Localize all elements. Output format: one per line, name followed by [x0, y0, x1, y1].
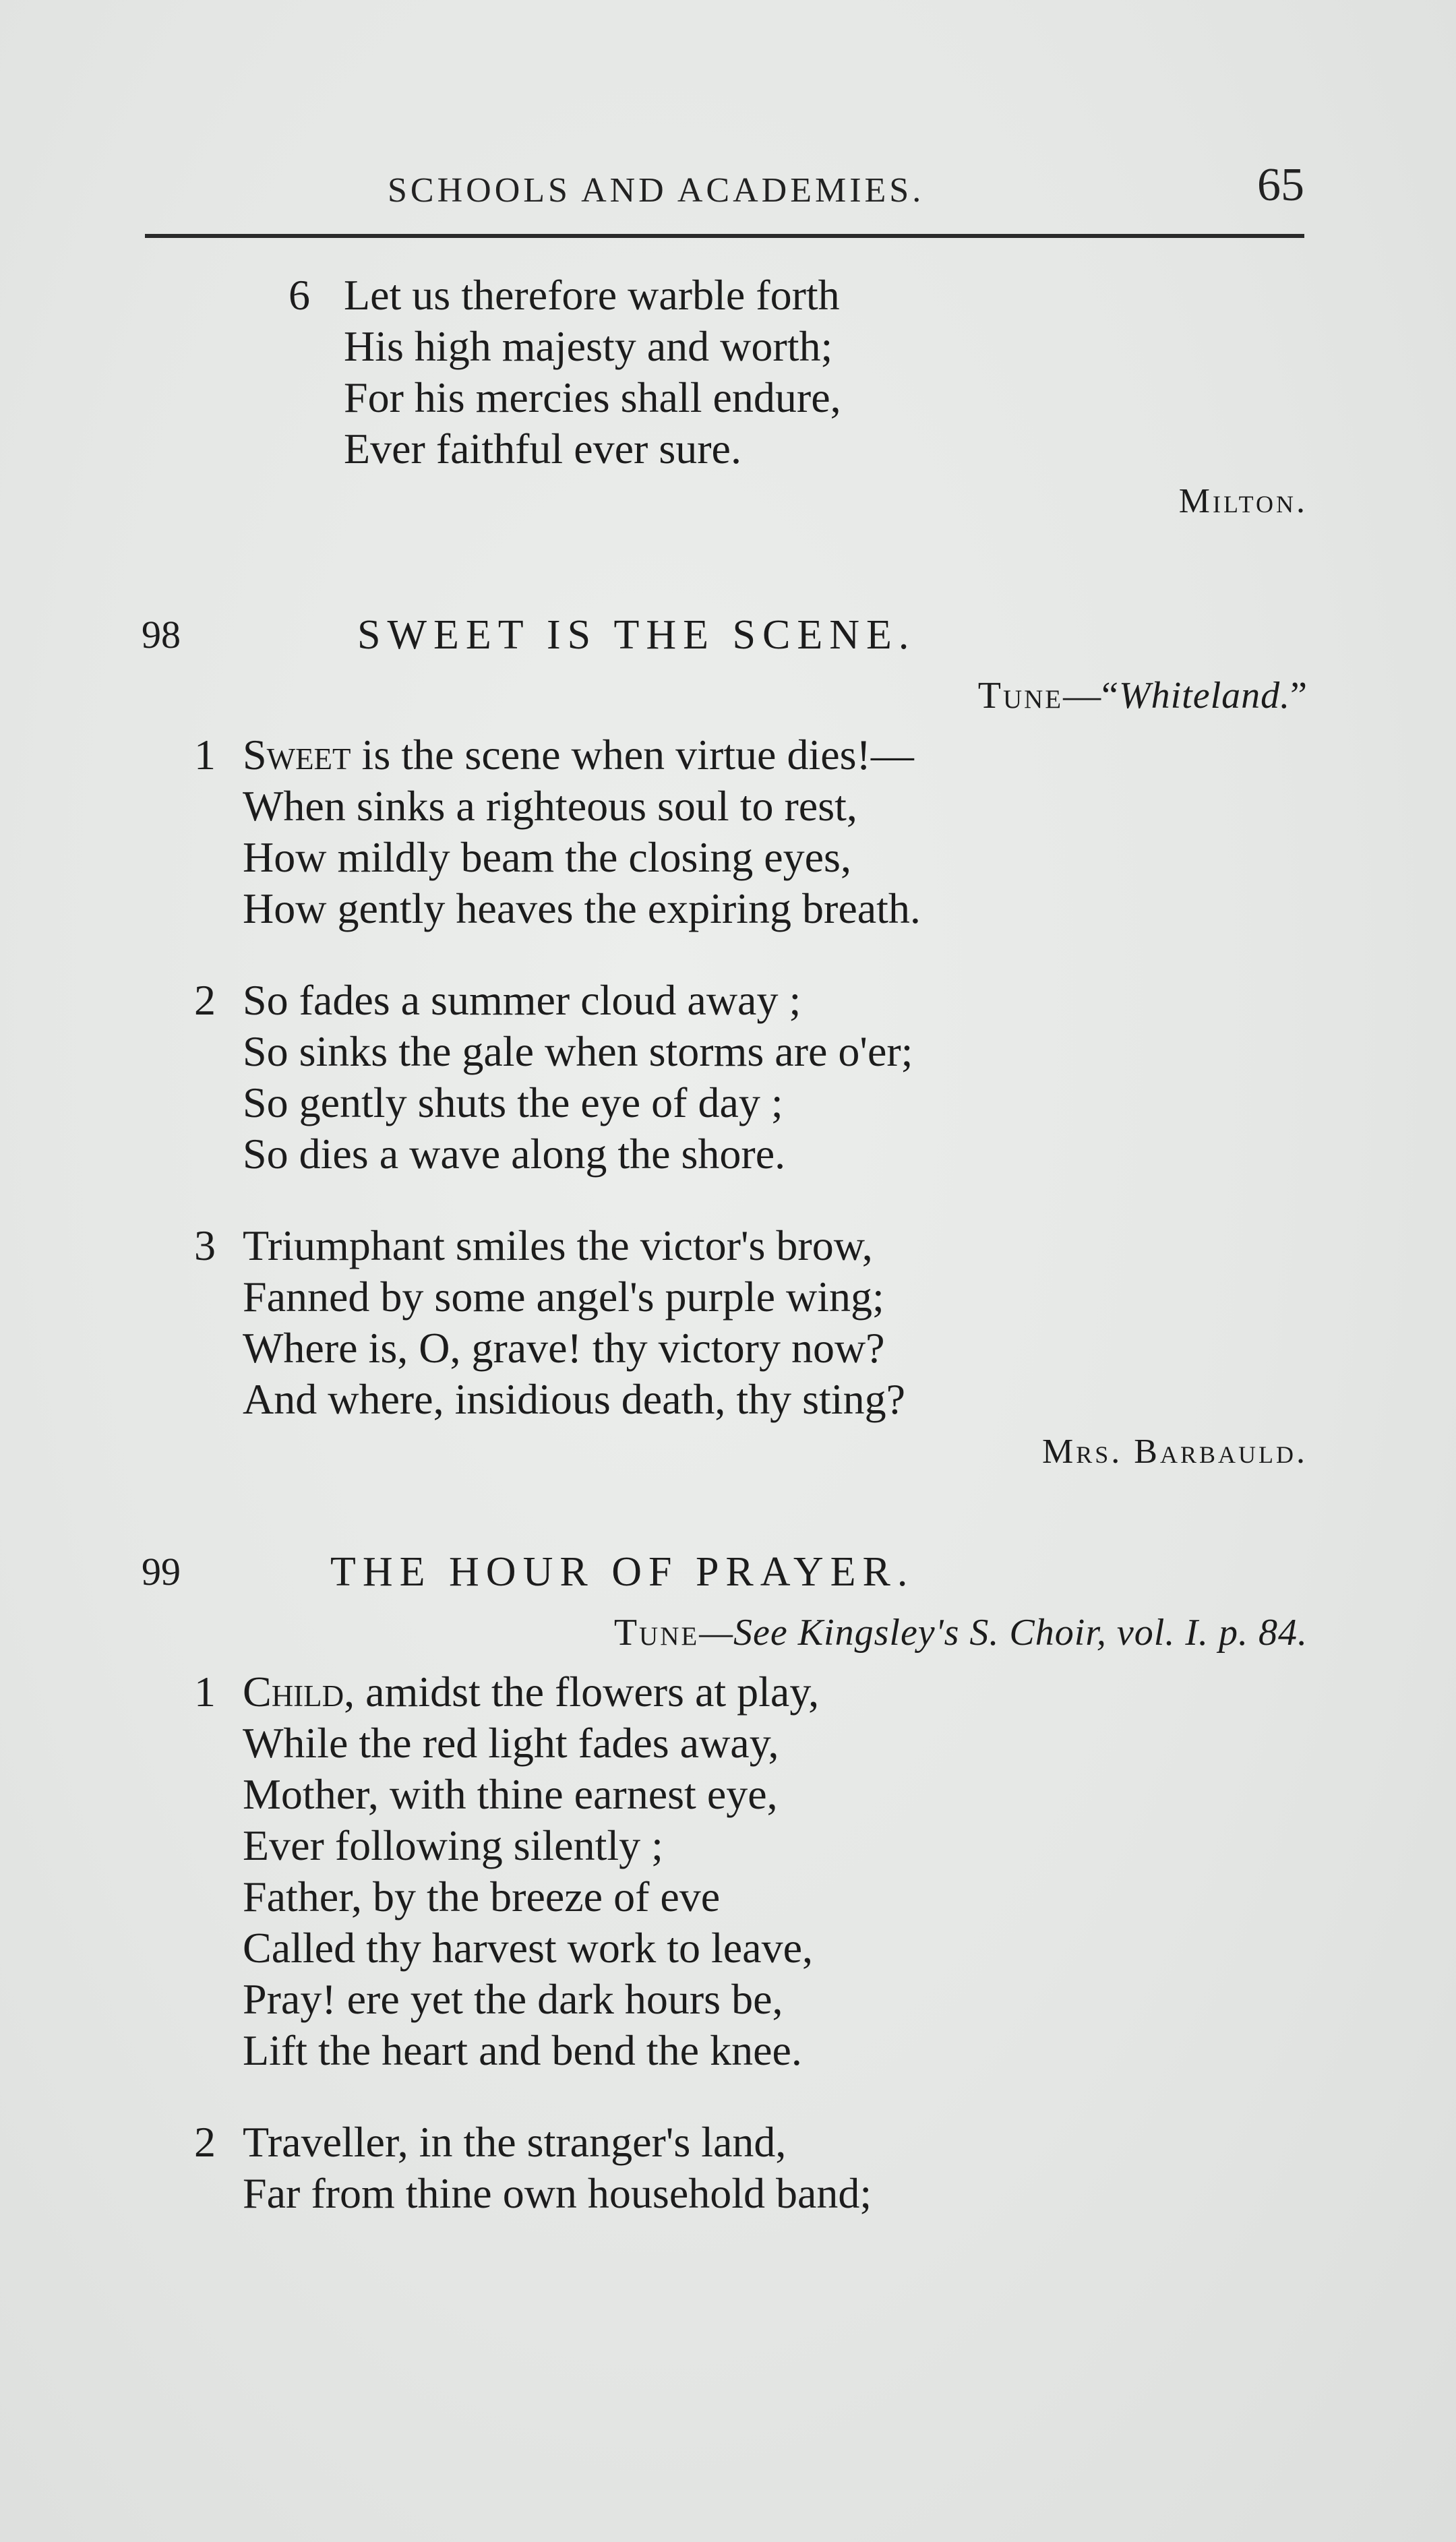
stanza [142, 1666, 1308, 2076]
hymn-heading [142, 1538, 1308, 1606]
page-number: 65 [1257, 159, 1304, 211]
verse-line: How mildly beam the closing eyes, [243, 833, 851, 881]
verse-line: Child, amidst the flowers at play, [243, 1668, 820, 1716]
verse-line: So dies a wave along the shore. [243, 1130, 786, 1178]
tune-name: Whiteland. [1118, 675, 1291, 717]
verse-line: So gently shuts the eye of day ; [243, 1079, 783, 1126]
verse-line: Fanned by some angel's purple wing; [243, 1273, 884, 1321]
stanza-number: 3 [194, 1221, 216, 1269]
verse-line: Lift the heart and bend the knee. [243, 2026, 802, 2074]
verse-line: Let us therefore warble forth [344, 271, 840, 319]
verse-line: For his mercies shall endure, [344, 373, 841, 421]
verse-line: Triumphant smiles the victor's brow, [243, 1221, 873, 1269]
hymn-number: 98 [142, 613, 181, 657]
verse-line: While the red light fades away, [243, 1719, 779, 1767]
verse-line: So fades a summer cloud away ; [243, 976, 801, 1024]
page-body [142, 270, 1308, 2219]
tune-line: Tune—“Whiteland.” [977, 675, 1308, 717]
verse-line: Father, by the breeze of eve [243, 1873, 721, 1920]
stanza-number: 1 [194, 1668, 216, 1716]
tune-name: —See Kingsley's S. Choir, vol. I. p. 84. [699, 1612, 1308, 1654]
stanza-number: 2 [194, 2118, 216, 2166]
verse-line: Ever following silently ; [243, 1821, 663, 1869]
tune-label: Tune [613, 1612, 700, 1654]
verse-line: So sinks the gale when storms are o'er; [243, 1027, 913, 1075]
hymn-title: SWEET IS THE SCENE. [357, 612, 916, 658]
verse-line: Where is, O, grave! thy victory now? [243, 1324, 885, 1372]
hymn-heading [142, 601, 1308, 669]
hymn-number: 99 [142, 1550, 181, 1594]
verse-line: Pray! ere yet the dark hours be, [243, 1975, 783, 2023]
verse-line: How gently heaves the expiring breath. [243, 884, 921, 932]
stanza-number: 6 [289, 271, 310, 319]
stanza [142, 729, 1308, 934]
header-rule [145, 234, 1304, 238]
stanza [142, 2117, 1308, 2219]
stanza-number: 1 [194, 731, 216, 779]
verse-line: And where, insidious death, thy sting? [243, 1375, 905, 1423]
hymn-title: THE HOUR OF PRAYER. [330, 1549, 915, 1595]
tune-label: Tune [977, 675, 1064, 717]
stanza-number: 2 [194, 976, 216, 1024]
verse-line: Traveller, in the stranger's land, [243, 2118, 787, 2166]
verse-line: His high majesty and worth; [344, 322, 833, 370]
hymn-99 [142, 1538, 1308, 2219]
hymn-98 [142, 601, 1308, 1478]
verse-line: Mother, with thine earnest eye, [243, 1770, 778, 1818]
stanza [142, 1220, 1308, 1425]
verse-line: Far from thine own household band; [243, 2169, 872, 2217]
verse-line: Ever faithful ever sure. [344, 425, 741, 473]
verse-line: Sweet is the scene when virtue dies!— [243, 731, 914, 779]
tune-line [142, 1606, 1308, 1660]
stanza [142, 975, 1308, 1180]
attribution-barbauld: Mrs. Barbauld. [1042, 1432, 1308, 1471]
attribution-milton: Milton. [1178, 482, 1308, 520]
verse-line: When sinks a righteous soul to rest, [243, 782, 857, 830]
carry-over-stanza [142, 270, 1308, 475]
page-header [145, 152, 1304, 226]
running-head: SCHOOLS AND ACADEMIES. [388, 171, 925, 210]
verse-line: Called thy harvest work to leave, [243, 1924, 813, 1972]
